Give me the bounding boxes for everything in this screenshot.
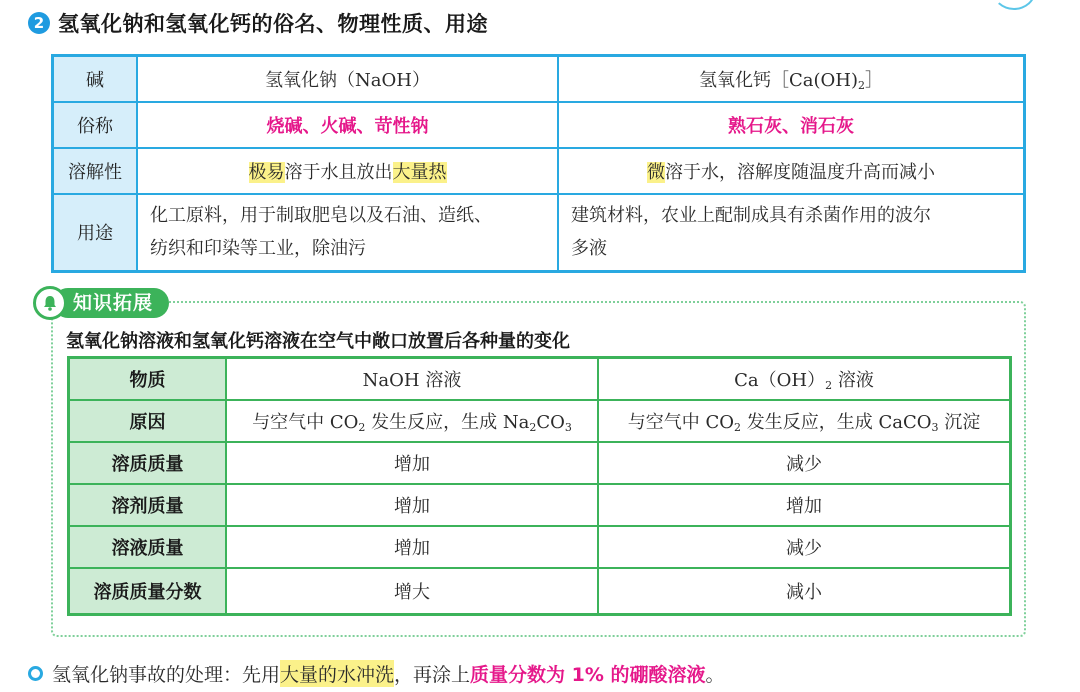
caoh2-common-name: 熟石灰、消石灰 <box>558 102 1025 148</box>
caoh2-value: 减少 <box>598 442 1011 484</box>
table-row-usage <box>53 194 1025 272</box>
knowledge-subtitle: 氢氧化钠溶液和氢氧化钙溶液在空气中敞口放置后各种量的变化 <box>66 331 570 352</box>
naoh-value: 增加 <box>226 526 598 568</box>
naoh-value: 增大 <box>226 568 598 614</box>
note-suffix: 。 <box>705 664 725 686</box>
table-row <box>69 568 1011 614</box>
caoh2-value: 减少 <box>598 526 1011 568</box>
table-row <box>69 442 1011 484</box>
row-header-reason: 原因 <box>69 400 227 442</box>
table-row <box>69 484 1011 526</box>
col-header-naoh-solution: NaOH 溶液 <box>226 358 598 401</box>
caoh2-value: 减小 <box>598 568 1011 614</box>
naoh-value: 增加 <box>226 442 598 484</box>
col-header-naoh: 氢氧化钠（NaOH） <box>137 56 558 102</box>
highlight-text: 极易 <box>248 161 285 183</box>
bell-icon <box>33 286 67 320</box>
row-header-usage: 用途 <box>53 194 138 272</box>
naoh-reason: 与空气中 $CO_2$ 发生反应，生成 $Na_2CO_3$ <box>226 400 598 442</box>
row-header: 溶液质量 <box>69 526 227 568</box>
row-header: 溶质质量分数 <box>69 568 227 614</box>
naoh-caoh2-comparison-table <box>51 54 1026 273</box>
table-row-substance <box>69 358 1011 401</box>
row-header: 溶质质量 <box>69 442 227 484</box>
table-row <box>69 526 1011 568</box>
caoh2-value: 增加 <box>598 484 1011 526</box>
col-header-caoh2-solution: $Ca(OH)_2$ 溶液 <box>598 358 1011 401</box>
decorative-arc <box>992 0 1036 10</box>
highlight-text: 大量热 <box>392 161 447 183</box>
naoh-usage: 化工原料，用于制取肥皂以及石油、造纸、 纺织和印染等工业，除油污 <box>137 194 558 272</box>
table-row <box>53 56 1025 102</box>
naoh-solubility: 极易溶于水且放出大量热 <box>137 148 558 194</box>
table-row-common-name <box>53 102 1025 148</box>
knowledge-badge-label: 知识拓展 <box>53 288 169 318</box>
row-header-base: 碱 <box>53 56 138 102</box>
table-row-reason <box>69 400 1011 442</box>
solution-change-table <box>67 356 1012 616</box>
col-header-caoh2: 氢氧化钙$[Ca(OH)_2]$ <box>558 56 1025 102</box>
caoh2-reason: 与空气中 $CO_2$ 发生反应，生成 CaCO$_3$ 沉淀 <box>598 400 1011 442</box>
naoh-common-name: 烧碱、火碱、苛性钠 <box>137 102 558 148</box>
knowledge-badge <box>33 286 169 320</box>
note-pink-text: 质量分数为 1% 的硼酸溶液 <box>470 664 706 686</box>
note-prefix: 氢氧化钠事故的处理：先用 <box>52 664 281 686</box>
row-header-substance: 物质 <box>69 358 227 401</box>
note-middle: ，再涂上 <box>394 664 471 686</box>
caoh2-solubility: 微溶于水，溶解度随温度升高而减小 <box>558 148 1025 194</box>
row-header-solubility: 溶解性 <box>53 148 138 194</box>
row-header: 溶剂质量 <box>69 484 227 526</box>
section-number-badge: 2 <box>28 12 50 34</box>
row-header-common-name: 俗称 <box>53 102 138 148</box>
bullet-ring-icon <box>28 666 43 681</box>
highlight-text: 微 <box>647 161 665 183</box>
section-title: 氢氧化钠和氢氧化钙的俗名、物理性质、用途 <box>58 12 488 36</box>
note-highlight: 大量的水冲洗 <box>280 660 394 687</box>
naoh-value: 增加 <box>226 484 598 526</box>
table-row-solubility <box>53 148 1025 194</box>
section-heading <box>28 8 488 38</box>
accident-handling-note <box>28 660 725 687</box>
caoh2-usage: 建筑材料，农业上配制成具有杀菌作用的波尔 多液 <box>558 194 1025 272</box>
